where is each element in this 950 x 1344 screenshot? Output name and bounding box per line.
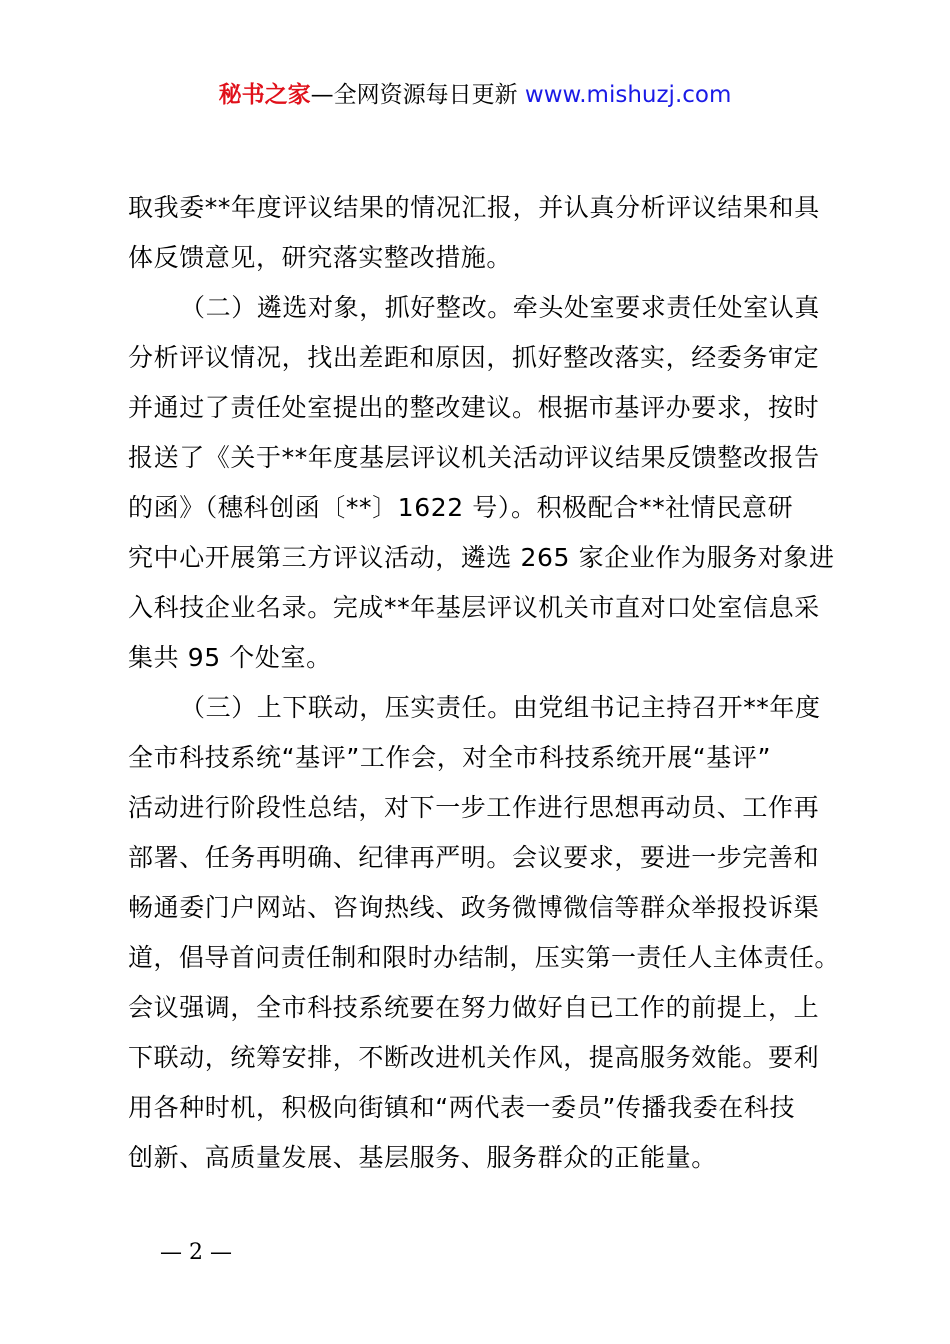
text-line: （二）遴选对象，抓好整改。牵头处室要求责任处室认真 (180, 293, 821, 322)
text-line: 体反馈意见，研究落实整改措施。 (128, 243, 513, 272)
text-line: 集共 95 个处室。 (128, 643, 332, 672)
text-line: 活动进行阶段性总结，对下一步工作进行思想再动员、工作再 (128, 793, 820, 822)
site-tagline: —全网资源每日更新 (310, 82, 518, 108)
text-line: 畅通委门户网站、咨询热线、政务微博微信等群众举报投诉渠 (128, 893, 820, 922)
text-line: 会议强调，全市科技系统要在努力做好自已工作的前提上，上 (128, 993, 820, 1022)
text-line: 究中心开展第三方评议活动，遴选 265 家企业作为服务对象进 (128, 543, 835, 572)
text-line: 下联动，统筹安排，不断改进机关作风，提高服务效能。要利 (128, 1043, 820, 1072)
text-line: 用各种时机，积极向街镇和“两代表一委员”传播我委在科技 (128, 1093, 796, 1122)
text-line: （三）上下联动，压实责任。由党组书记主持召开**年度 (180, 693, 821, 722)
text-line: 创新、高质量发展、基层服务、服务群众的正能量。 (128, 1143, 717, 1172)
site-header (0, 78, 950, 112)
text-line: 报送了《关于**年度基层评议机关活动评议结果反馈整改报告 (128, 443, 820, 472)
document-body (128, 183, 840, 1183)
text-line: 部署、任务再明确、纪律再严明。会议要求，要进一步完善和 (128, 843, 820, 872)
site-brand: 秘书之家 (218, 82, 311, 108)
text-line: 分析评议情况，找出差距和原因，抓好整改落实，经委务审定 (128, 343, 820, 372)
text-line: 全市科技系统“基评”工作会，对全市科技系统开展“基评” (128, 743, 772, 772)
text-line: 取我委**年度评议结果的情况汇报，并认真分析评议结果和具 (128, 193, 820, 222)
text-line: 的函》（穗科创函〔**〕1622 号）。积极配合**社情民意研 (128, 493, 794, 522)
text-line: 并通过了责任处室提出的整改建议。根据市基评办要求，按时 (128, 393, 820, 422)
text-line: 入科技企业名录。完成**年基层评议机关市直对口处室信息采 (128, 593, 820, 622)
site-url-link[interactable]: www.mishuzj.com (524, 82, 732, 108)
page-number: — 2 — (160, 1240, 232, 1265)
text-line: 道，倡导首问责任制和限时办结制，压实第一责任人主体责任。 (128, 943, 840, 972)
